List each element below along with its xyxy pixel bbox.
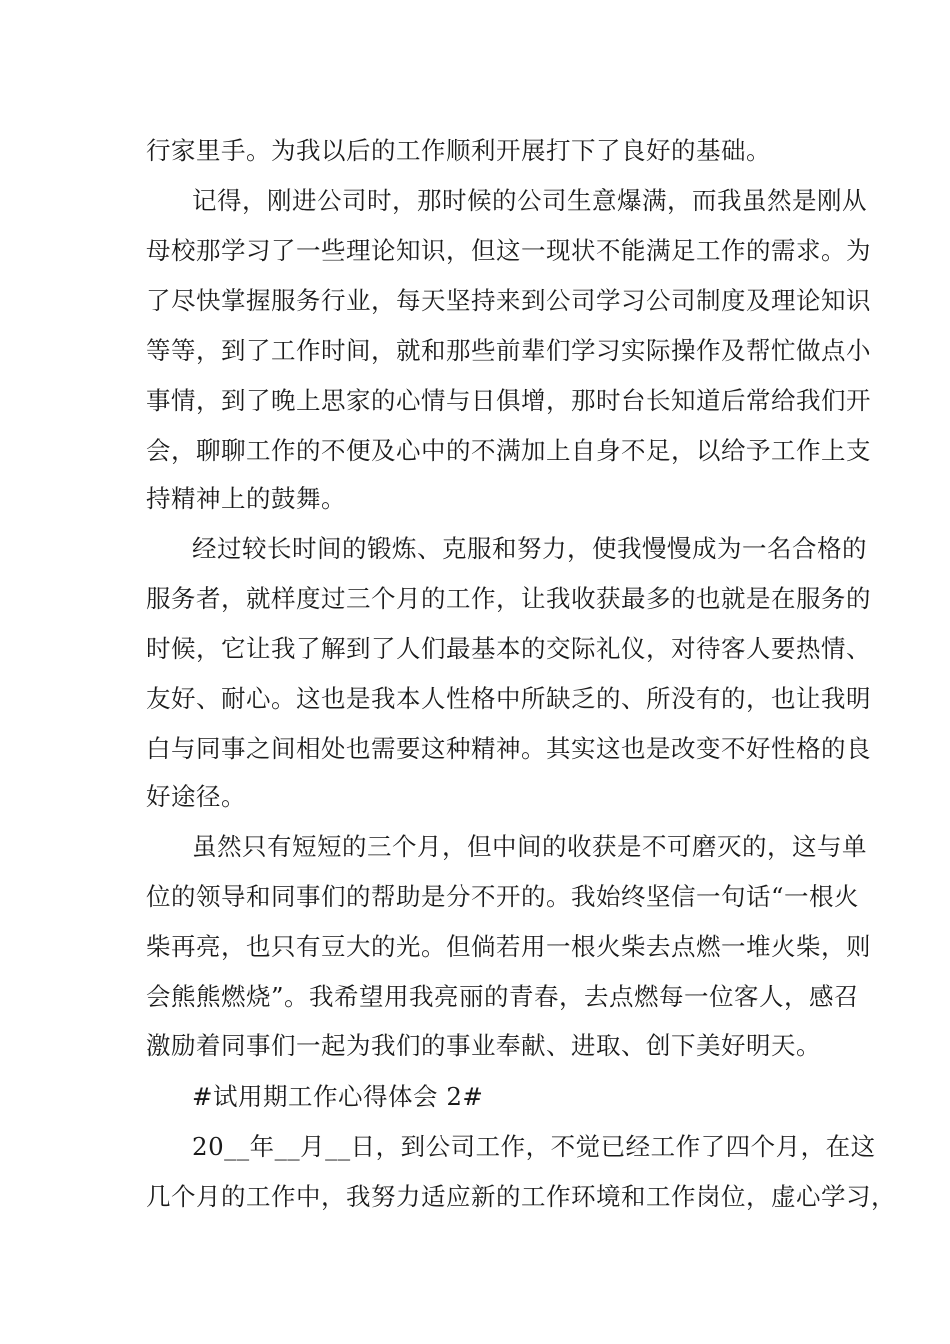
section-heading: #试用期工作心得体会 2# — [192, 1082, 484, 1111]
text-line: 白与同事之间相处也需要这种精神。其实这也是改变不好性格的良 — [146, 734, 871, 763]
text-line: 激励着同事们一起为我们的事业奉献、进取、创下美好明天。 — [146, 1031, 821, 1060]
text-line: 会，聊聊工作的不便及心中的不满加上自身不足，以给予工作上支 — [146, 436, 871, 465]
text-line: 20__年__月__日，到公司工作，不觉已经工作了四个月，在这 — [192, 1132, 876, 1161]
text-line: 持精神上的鼓舞。 — [146, 484, 346, 513]
text-line: 时候，它让我了解到了人们最基本的交际礼仪，对待客人要热情、 — [146, 634, 871, 663]
text-line: 等等，到了工作时间，就和那些前辈们学习实际操作及帮忙做点小 — [146, 336, 871, 365]
text-line: 服务者，就样度过三个月的工作，让我收获最多的也就是在服务的 — [146, 584, 871, 613]
text-line: 友好、耐心。这也是我本人性格中所缺乏的、所没有的，也让我明 — [146, 684, 871, 713]
text-line: 好途径。 — [146, 782, 246, 811]
text-line: 柴再亮，也只有豆大的光。但倘若用一根火柴去点燃一堆火柴，则 — [146, 932, 871, 961]
text-line: 虽然只有短短的三个月，但中间的收获是不可磨灭的，这与单 — [192, 832, 867, 861]
text-line: 位的领导和同事们的帮助是分不开的。我始终坚信一句话“一根火 — [146, 882, 860, 911]
text-line: 记得，刚进公司时，那时候的公司生意爆满，而我虽然是刚从 — [192, 186, 867, 215]
text-line: 了尽快掌握服务行业，每天坚持来到公司学习公司制度及理论知识 — [146, 286, 871, 315]
text-line: 会熊熊燃烧”。我希望用我亮丽的青春，去点燃每一位客人，感召 — [146, 982, 860, 1011]
text-line: 事情，到了晚上思家的心情与日俱增，那时台长知道后常给我们开 — [146, 386, 871, 415]
text-line: 几个月的工作中，我努力适应新的工作环境和工作岗位，虚心学习， — [146, 1182, 896, 1211]
text-line: 行家里手。为我以后的工作顺利开展打下了良好的基础。 — [146, 136, 771, 165]
text-line: 母校那学习了一些理论知识，但这一现状不能满足工作的需求。为 — [146, 236, 871, 265]
text-line: 经过较长时间的锻炼、克服和努力，使我慢慢成为一名合格的 — [192, 534, 867, 563]
